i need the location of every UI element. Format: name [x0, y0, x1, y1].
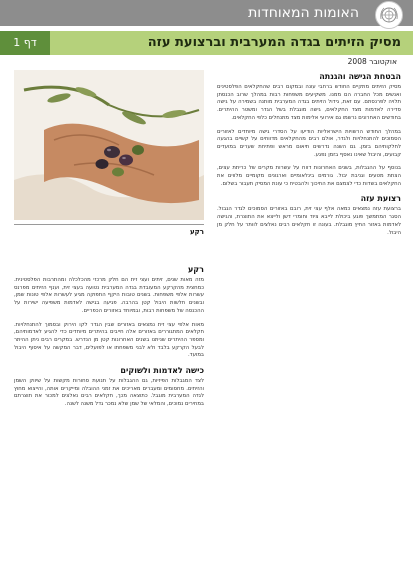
- un-emblem-icon: [375, 1, 403, 29]
- paragraph: לצד המגבלות הפיזיות, גם ההגבלות על תנועת סחורות מקשות על שיווק השמן והזיתים. מחסומים ומעברים מאריכים את זמני ההובלה ומייקרים אותה, והייצוא מחוץ לגדה המערבית מוגבל. כתוצאה מכך, חקלאים רבים נאלצים למכור את תוצרתם במחירים נמוכים, והמלאי של שמן שלא נמכר גדל משנה לשנה.: [14, 378, 204, 408]
- paragraph: במהלך החודש הרשויות הישראליות הודיעו על הסדרי גישה מיוחדים לאזורים הסמוכים להתנחלויות ולגדר, אולם רבים מהחקלאים מדווחים על קשיים בהגעה לחלקותיהם בזמן. גם השנה נדרשים תיאום מראש ופתיחת שערים במועדים קבועים, והיבול שאינו נאסף בזמן נפגע.: [217, 128, 401, 158]
- title-bar: [0, 31, 413, 55]
- olive-harvest-photo: [14, 70, 204, 220]
- section-heading: כישה לאדמות ולשוקים: [120, 366, 204, 376]
- photo-caption: רקע: [189, 228, 204, 236]
- organization-name: האומות המאוחדות: [248, 5, 359, 21]
- paragraph: ברצועת עזה נמצאים כמאה אלף עצי זית, רובם באזורים הסמוכים לגדר הגבול. הסגר המתמשך פוגע ביכולת לייבא ציוד וחומרי דשן ולייצא את התוצרת, והגישה לאדמות באזור החיץ מוגבלת. בעונה זו חקלאים רבים נאלצים לוותר על חלק מן היבול.: [217, 206, 401, 236]
- paragraph: בנוסף על ההגבלות, בשנים האחרונות דווח על עשרות מקרים של כריתת עצים, הצתת מטעים וגניבת יבול. גורמים בינלאומיים וארגונים מקומיים מלווים את החקלאים בשדות כדי לצמצם את החיכוך ולהבטיח כי עונת המסיק תעבור בשלום.: [217, 165, 401, 187]
- section-heading: רקע: [187, 265, 204, 274]
- paragraph: מסיק הזיתים מתקיים החודש ברחבי עונה ובמקום רבים שהחקלאים הפלסטינים ואנשים מכל החברה הם ממנו. משקיעים משפחות רבות במהלך שרוב הכנסתן תלויה לפרנסתם. עם זאת, גידול הזיתים בגדה המערבית מותנה בשמירה על גישה סדירה לאדמות מצד החקלאים, גישה מוגבלת בשל הגדר ומשטר ההיתרים. בחודשים האחרונים נרשמו גם אירועי אלימות מצד מתנחלים כלפי החקלאים.: [217, 84, 401, 121]
- section-heading: רצועת עזה: [360, 194, 401, 204]
- document-title: מסיק הזיתים בגדה המערבית וברצועת עזה: [147, 35, 401, 50]
- right-column: [217, 72, 401, 243]
- paragraph: מאות אלפי עצי זית נמצאים באזורים שבין הגדר לקו הירוק ובסמוך להתנחלויות. חקלאים המתגוררים באזורים אלה חייבים בהיתרים מיוחדים כדי להגיע לאדמותיהם, ומספר ההיתרים שניתנו בשנים האחרונות קטן מן הנדרש. במקרים רבים ניתן ההיתר לבעל הקרקע בלבד ולא לבני משפחתו או לפועלים, דבר המקשה על איסוף היבול במועד.: [14, 321, 204, 359]
- section-heading: הבטחת הגישה והגנתה: [319, 72, 401, 81]
- left-column: [14, 265, 204, 415]
- divider: [14, 224, 204, 225]
- header-bar: [0, 0, 413, 26]
- publication-date: אוקטובר 2008: [347, 57, 397, 66]
- photo-caption-block: [14, 224, 204, 236]
- page-number-tab: דף 1: [0, 31, 50, 55]
- paragraph: מזה מאות שנים, זיתים ועצי זית הם חלק מרכזי מהכלכלה ומהתרבות הפלסטינית. כמחצית מהקרקע המעובדת בגדה המערבית נטועה בעצי זית, וענף הזיתים מפרנס עשרות אלפי משפחות. בשנים טובות היקף התפוקה מגיע לעשרות אלפי טונות שמן, ובשנים חלשות היבול קטן בהרבה. פגיעה בגישה לאדמות משפיעה ישירות על ההכנסה של משפחות רבות, ובמיוחד באזורים הכפריים.: [14, 277, 204, 314]
